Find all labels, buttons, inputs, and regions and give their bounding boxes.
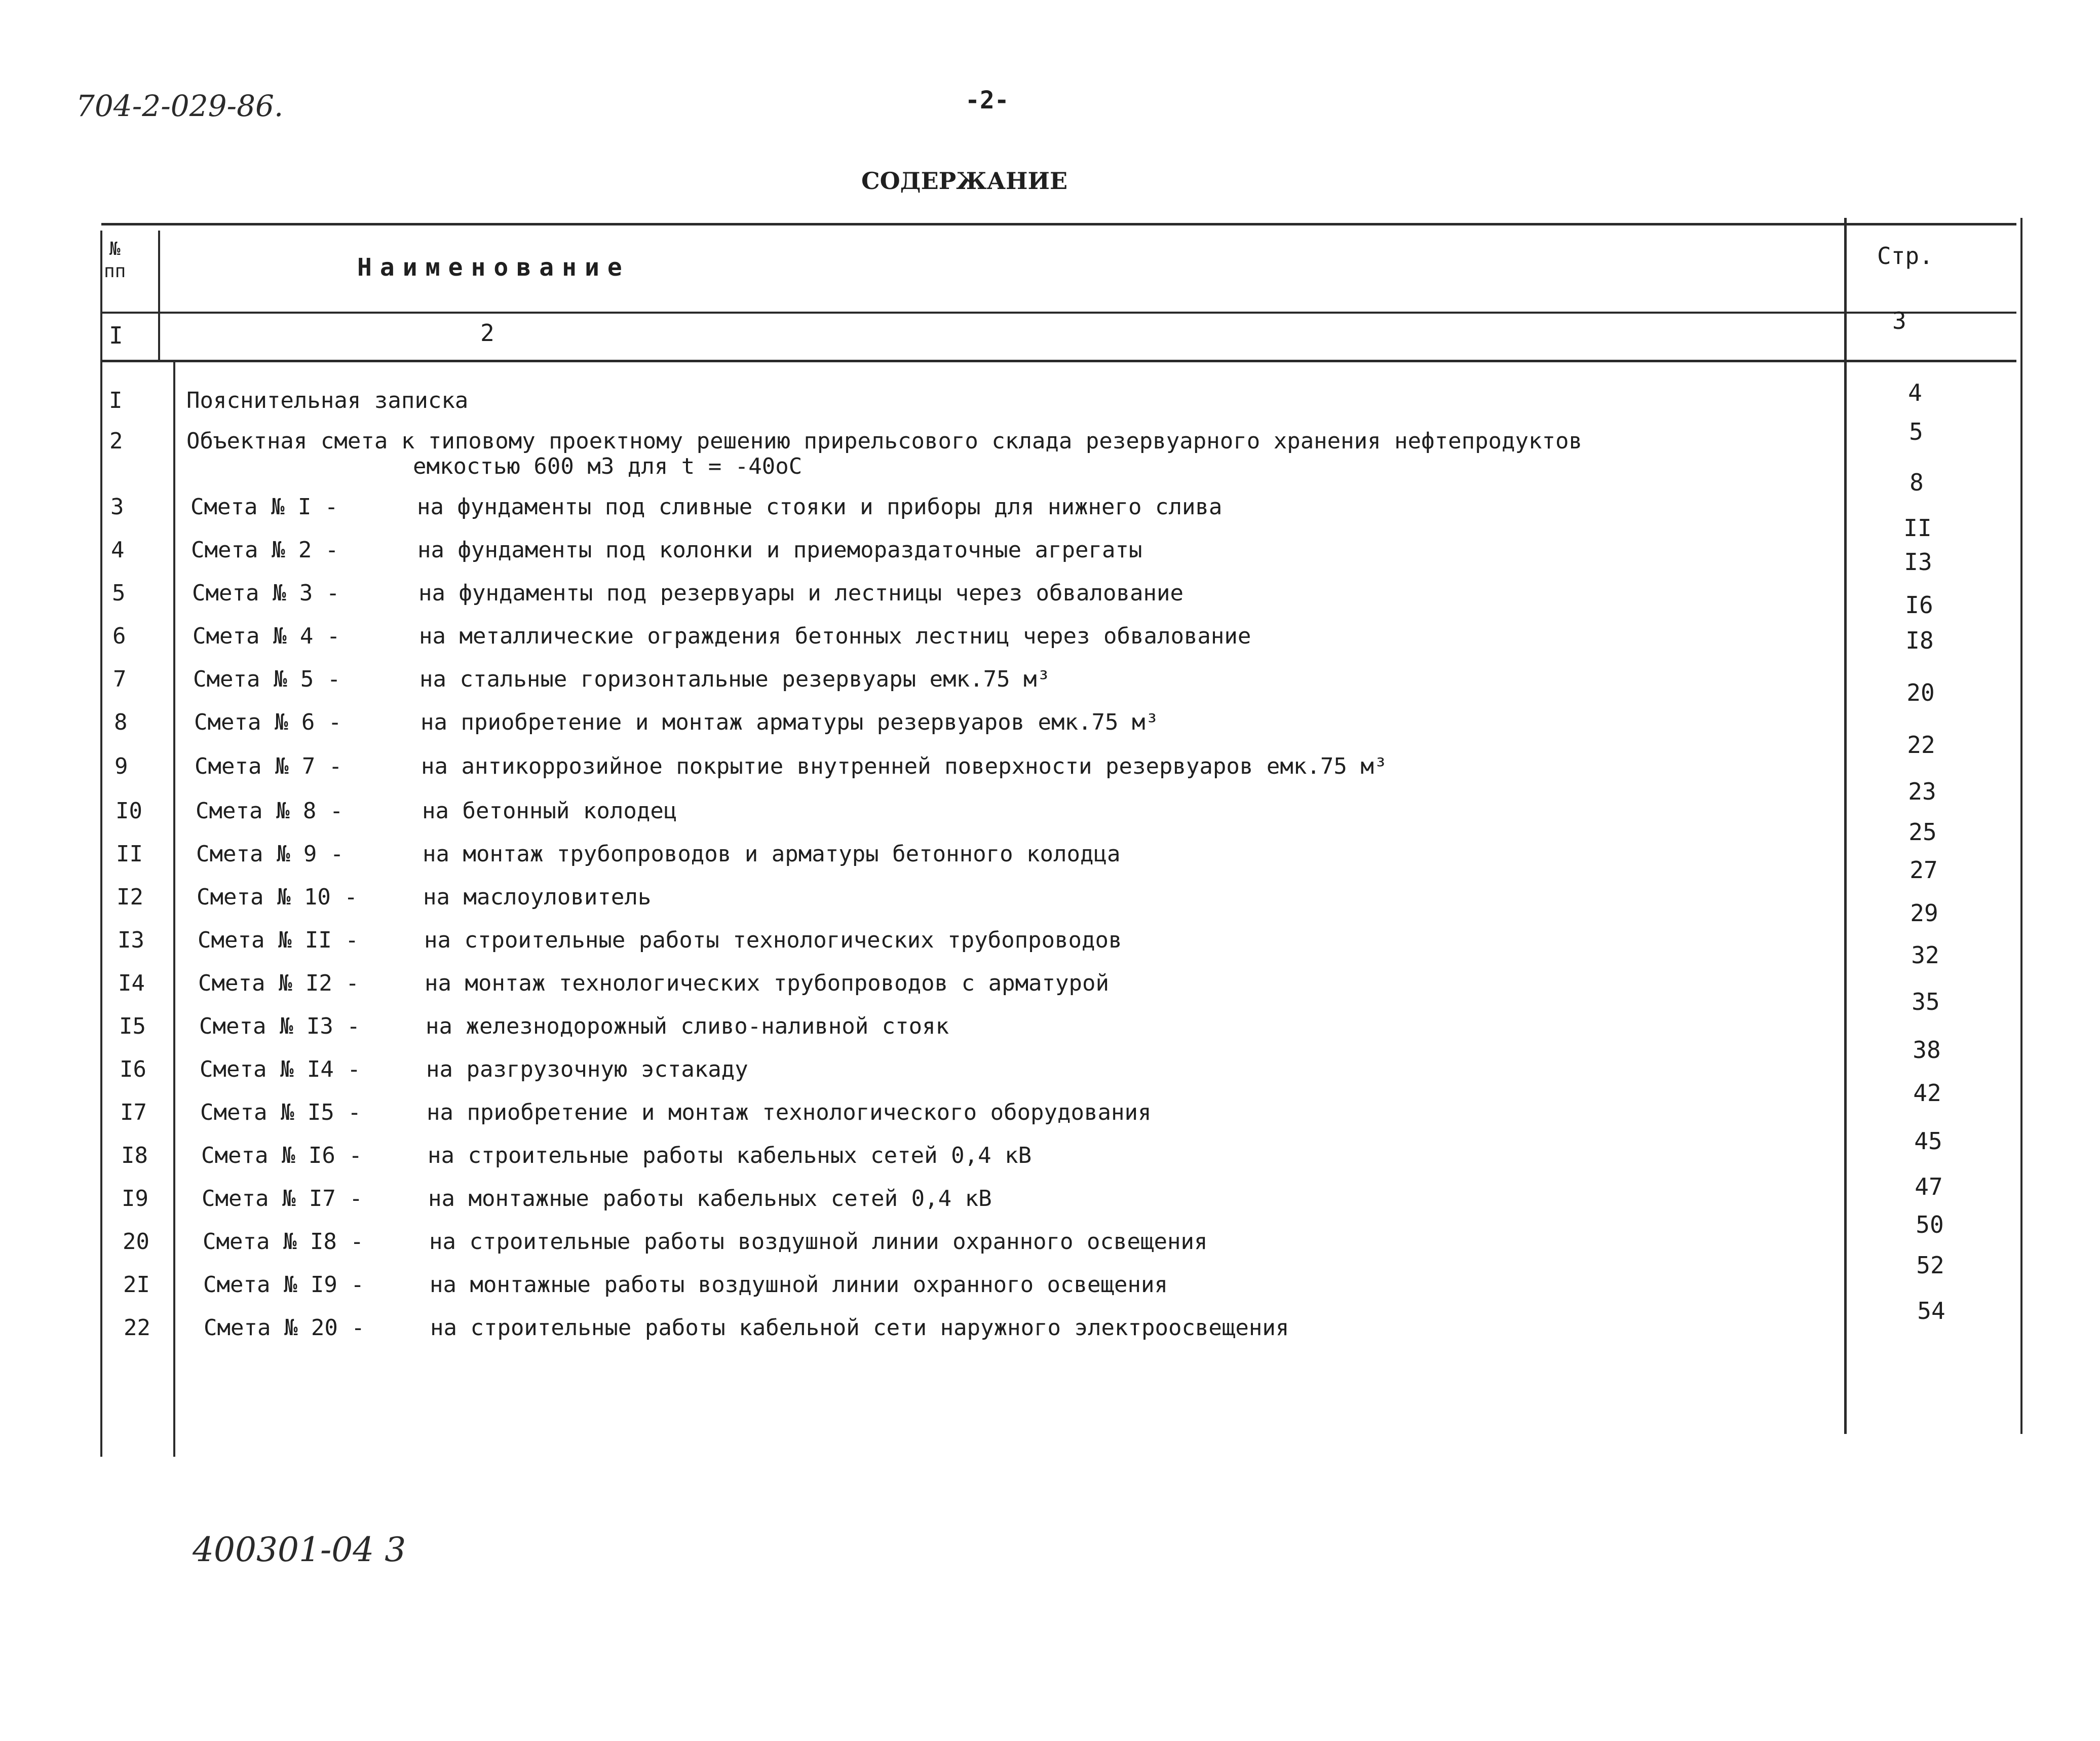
- row-estimate: Смета № I9 -: [203, 1272, 364, 1298]
- page-ref: 52: [1916, 1252, 1944, 1279]
- row-number: 7: [113, 666, 127, 692]
- page-ref: I8: [1905, 627, 1934, 654]
- page-ref: 22: [1907, 731, 1935, 759]
- page-ref: 5: [1909, 418, 1923, 445]
- row-number: 20: [123, 1229, 149, 1255]
- header-number: № пп: [104, 239, 126, 282]
- row-estimate: Смета № 5 -: [193, 666, 341, 692]
- header-index-3: 3: [1892, 307, 1906, 334]
- row-estimate: Смета № I -: [190, 494, 338, 520]
- page-ref: 20: [1906, 679, 1935, 706]
- bottom-code: 400301-04 3: [193, 1530, 406, 1569]
- row-estimate: Смета № 3 -: [192, 580, 340, 606]
- page-number: -2-: [965, 86, 1009, 115]
- row-estimate: Смета № 8 -: [196, 798, 343, 824]
- row-text: на приобретение и монтаж арматуры резервуаров емк.75 м³: [421, 709, 1159, 735]
- page-ref: 35: [1912, 988, 1940, 1015]
- row-text: на монтаж трубопроводов и арматуры бетонного колодца: [423, 841, 1121, 867]
- page-ref: 8: [1910, 469, 1924, 496]
- row-text: на стальные горизонтальные резервуары емк.75 м³: [419, 666, 1051, 692]
- row-estimate: Смета № I4 -: [200, 1056, 361, 1082]
- page-ref: II: [1903, 514, 1932, 542]
- header-divider-1: [101, 312, 2016, 314]
- row-estimate: Смета № I5 -: [200, 1100, 361, 1125]
- row-estimate: Смета № 10 -: [197, 884, 358, 910]
- body-left-line: [173, 362, 175, 1457]
- row-text: на маслоуловитель: [423, 884, 652, 910]
- column-divider-2: [1844, 218, 1847, 1434]
- page-ref: 54: [1917, 1297, 1945, 1324]
- row-text: на строительные работы кабельных сетей 0,4 кВ: [428, 1143, 1032, 1168]
- row-text: на строительные работы кабельной сети наружного электроосвещения: [430, 1315, 1289, 1341]
- page-title: СОДЕРЖАНИЕ: [861, 167, 1068, 195]
- row-text: Объектная смета к типовому проектному решению прирельсового склада резервуарного хранения нефтепродуктов: [186, 428, 1582, 454]
- row-number: I3: [118, 927, 144, 953]
- page-ref: 32: [1911, 941, 1939, 969]
- page-ref: 38: [1913, 1036, 1941, 1064]
- page-ref: 29: [1910, 899, 1938, 927]
- row-estimate: Смета № 7 -: [195, 753, 342, 779]
- row-text: на монтаж технологических трубопроводов с арматурой: [425, 970, 1110, 996]
- row-number: 4: [111, 537, 125, 563]
- row-estimate: Смета № I6 -: [201, 1143, 362, 1168]
- table-right-border: [2020, 218, 2022, 1434]
- row-text: на бетонный колодец: [422, 798, 677, 824]
- row-estimate: Смета № 4 -: [193, 623, 340, 649]
- row-number: 8: [114, 709, 128, 735]
- row-number: I6: [120, 1056, 146, 1082]
- table-left-border: [100, 231, 102, 1457]
- row-number: I0: [116, 798, 142, 824]
- row-text: на приобретение и монтаж технологического оборудования: [427, 1100, 1152, 1125]
- row-text: на фундаменты под колонки и приемораздаточные агрегаты: [417, 537, 1142, 563]
- page-ref: I6: [1905, 591, 1933, 619]
- row-text-continuation: емкостью 600 м3 для t = -40оС: [413, 453, 803, 479]
- header-index-2: 2: [480, 319, 494, 347]
- page-ref: 23: [1908, 778, 1936, 805]
- page-ref: 45: [1914, 1127, 1942, 1155]
- row-text: на фундаменты под сливные стояки и приборы для нижнего слива: [417, 494, 1223, 520]
- row-text: Пояснительная записка: [186, 388, 469, 413]
- row-estimate: Смета № 9 -: [196, 841, 344, 867]
- document-code: 704-2-029-86.: [76, 89, 284, 123]
- row-number: I4: [118, 970, 145, 996]
- row-estimate: Смета № I7 -: [202, 1186, 363, 1212]
- row-number: 2: [109, 428, 123, 454]
- row-number: 6: [112, 623, 126, 649]
- page-ref: 47: [1915, 1173, 1943, 1200]
- page-ref: 42: [1913, 1079, 1941, 1107]
- row-estimate: Смета № 2 -: [191, 537, 339, 563]
- row-number: 22: [124, 1315, 150, 1341]
- column-divider-1: [158, 231, 160, 362]
- row-number: I9: [122, 1186, 148, 1212]
- row-text: на разгрузочную эстакаду: [426, 1056, 748, 1082]
- row-estimate: Смета № I2 -: [198, 970, 359, 996]
- page-ref: I3: [1904, 548, 1932, 576]
- row-text: на железнодорожный сливо-наливной стояк: [426, 1013, 949, 1039]
- row-number: 2I: [123, 1272, 150, 1298]
- page-ref: 50: [1916, 1211, 1944, 1238]
- row-text: на монтажные работы кабельных сетей 0,4 кВ: [428, 1186, 992, 1212]
- row-text: на фундаменты под резервуары и лестницы через обвалование: [418, 580, 1183, 606]
- row-estimate: Смета № 20 -: [204, 1315, 365, 1341]
- row-estimate: Смета № I8 -: [203, 1229, 364, 1255]
- header-index-1: I: [109, 322, 123, 349]
- row-number: 3: [110, 494, 124, 520]
- row-text: на строительные работы воздушной линии охранного освещения: [429, 1229, 1208, 1255]
- row-text: на строительные работы технологических трубопроводов: [424, 927, 1122, 953]
- row-number: I7: [120, 1100, 147, 1125]
- row-estimate: Смета № II -: [198, 927, 359, 953]
- row-estimate: Смета № 6 -: [194, 709, 342, 735]
- row-estimate: Смета № I3 -: [199, 1013, 360, 1039]
- row-number: I: [109, 388, 123, 413]
- row-number: 5: [112, 580, 126, 606]
- header-divider-2: [101, 360, 2016, 362]
- row-text: на антикоррозийное покрытие внутренней поверхности резервуаров емк.75 м³: [421, 753, 1388, 779]
- row-number: I2: [117, 884, 143, 910]
- row-number: 9: [114, 753, 128, 779]
- header-page: Стр.: [1877, 242, 1933, 270]
- page-ref: 27: [1910, 856, 1938, 884]
- page-ref: 4: [1908, 379, 1922, 406]
- header-name: Наименование: [357, 253, 630, 282]
- row-text: на металлические ограждения бетонных лестниц через обвалование: [419, 623, 1251, 649]
- row-number: I8: [121, 1143, 148, 1168]
- row-number: II: [116, 841, 143, 867]
- table-top-border: [101, 223, 2016, 225]
- row-number: I5: [119, 1013, 146, 1039]
- page-ref: 25: [1908, 818, 1937, 846]
- row-text: на монтажные работы воздушной линии охранного освещения: [430, 1272, 1168, 1298]
